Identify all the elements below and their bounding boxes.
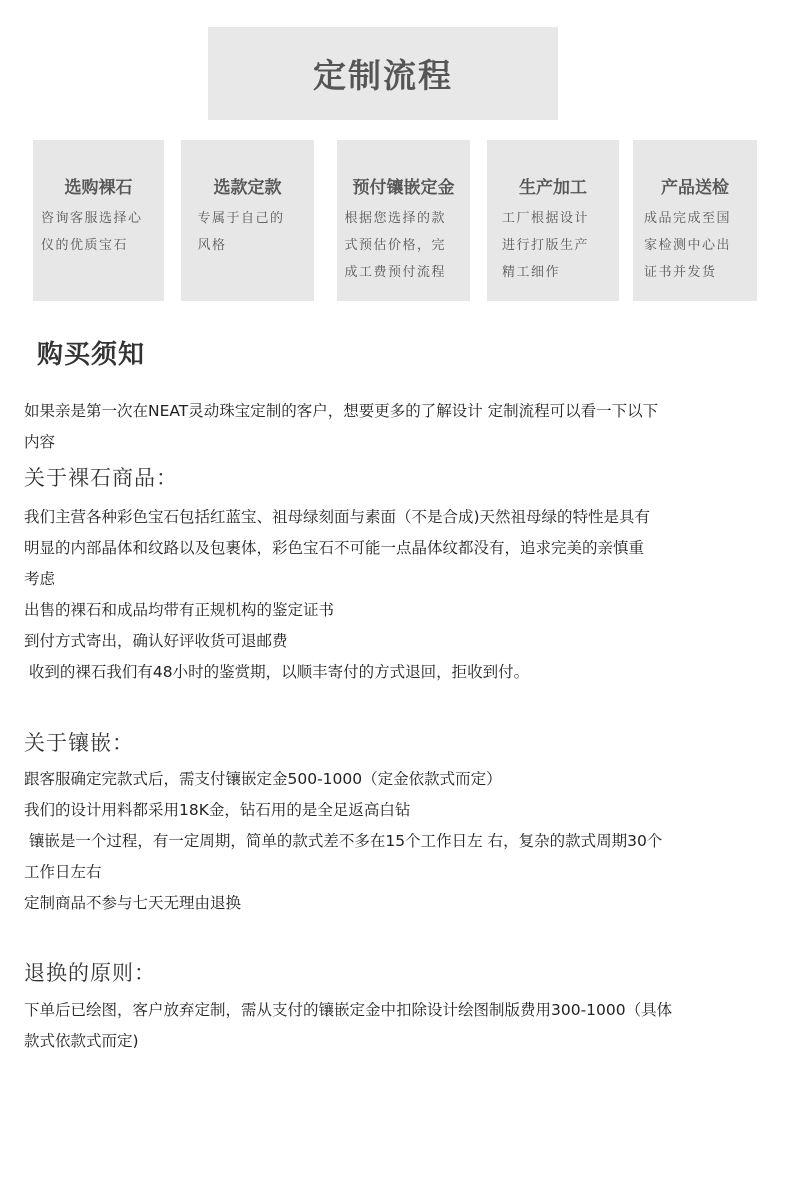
notice-intro xyxy=(24,396,794,458)
section-heading-returns: 退换的原则： xyxy=(24,961,156,985)
step-card-select-stone xyxy=(33,140,164,301)
step-title: 预付镶嵌定金 xyxy=(352,178,455,198)
step-desc-line: 成品完成至国 xyxy=(644,211,732,226)
step-title: 产品送检 xyxy=(661,178,729,198)
step-card-prepay-deposit xyxy=(337,140,470,301)
step-desc-line: 家检测中心出 xyxy=(644,238,732,253)
section-body-loose-stones xyxy=(24,502,794,688)
paragraph-line: 工作日左右 xyxy=(24,863,102,881)
paragraph-line: 内容 xyxy=(24,433,56,451)
paragraph-line: 定制商品不参与七天无理由退换 xyxy=(24,894,242,912)
step-desc-line: 风格 xyxy=(197,238,227,253)
paragraph-line: 出售的裸石和成品均带有正规机构的鉴定证书 xyxy=(24,601,335,619)
paragraph-line: 考虑 xyxy=(24,570,56,588)
paragraph-line: 跟客服确定完款式后，需支付镶嵌定金500-1000（定金依款式而定） xyxy=(24,770,502,788)
step-title: 生产加工 xyxy=(519,178,587,198)
paragraph-line: 我们的设计用料都采用18K金，钻石用的是全足返高白钻 xyxy=(24,801,411,819)
step-desc-line: 式预估价格，完 xyxy=(344,238,447,253)
paragraph-line: 款式依款式而定) xyxy=(24,1032,139,1050)
step-desc xyxy=(41,205,156,259)
step-card-inspection xyxy=(633,140,757,301)
step-desc xyxy=(644,205,746,286)
step-desc-line: 成工费预付流程 xyxy=(344,265,447,280)
step-desc-line: 进行打版生产 xyxy=(502,238,590,253)
paragraph-line: 我们主营各种彩色宝石包括红蓝宝、祖母绿刻面与素面（不是合成)天然祖母绿的特性是具有 xyxy=(24,508,651,526)
step-card-select-style xyxy=(181,140,314,301)
step-card-production xyxy=(487,140,619,301)
step-desc-line: 咨询客服选择心 xyxy=(41,211,143,226)
step-title: 选购裸石 xyxy=(64,178,133,198)
step-desc xyxy=(502,205,604,286)
section-body-setting xyxy=(24,764,794,919)
step-title: 选款定款 xyxy=(213,178,282,198)
paragraph-line: 收到的裸石我们有48小时的鉴赏期，以顺丰寄付的方式退回，拒收到付。 xyxy=(24,663,530,681)
process-title: 定制流程 xyxy=(313,56,453,95)
step-desc xyxy=(198,205,298,259)
notice-title: 购买须知 xyxy=(37,340,146,370)
step-desc-line: 精工细作 xyxy=(502,265,561,280)
paragraph-line: 下单后已绘图，客户放弃定制，需从支付的镶嵌定金中扣除设计绘图制版费用300-1000（具体 xyxy=(24,1001,673,1019)
paragraph-line: 明显的内部晶体和纹路以及包裹体，彩色宝石不可能一点晶体纹都没有，追求完美的亲慎重 xyxy=(24,539,645,557)
step-desc-line: 工厂根据设计 xyxy=(502,211,590,226)
step-desc-line: 仪的优质宝石 xyxy=(41,238,129,253)
paragraph-line: 到付方式寄出，确认好评收货可退邮费 xyxy=(24,632,288,650)
step-desc-line: 证书并发货 xyxy=(644,265,717,280)
process-title-box xyxy=(208,27,558,120)
section-heading-setting: 关于镶嵌： xyxy=(24,731,134,755)
step-desc-line: 专属于自己的 xyxy=(197,211,285,226)
step-desc xyxy=(345,205,463,286)
paragraph-line: 镶嵌是一个过程，有一定周期，简单的款式差不多在15个工作日左 右，复杂的款式周期30个 xyxy=(24,832,663,850)
step-desc-line: 根据您选择的款 xyxy=(344,211,447,226)
section-heading-loose-stones: 关于裸石商品： xyxy=(24,466,178,490)
paragraph-line: 如果亲是第一次在NEAT灵动珠宝定制的客户，想要更多的了解设计 定制流程可以看一下以下 xyxy=(24,402,659,420)
section-body-returns xyxy=(24,995,794,1057)
